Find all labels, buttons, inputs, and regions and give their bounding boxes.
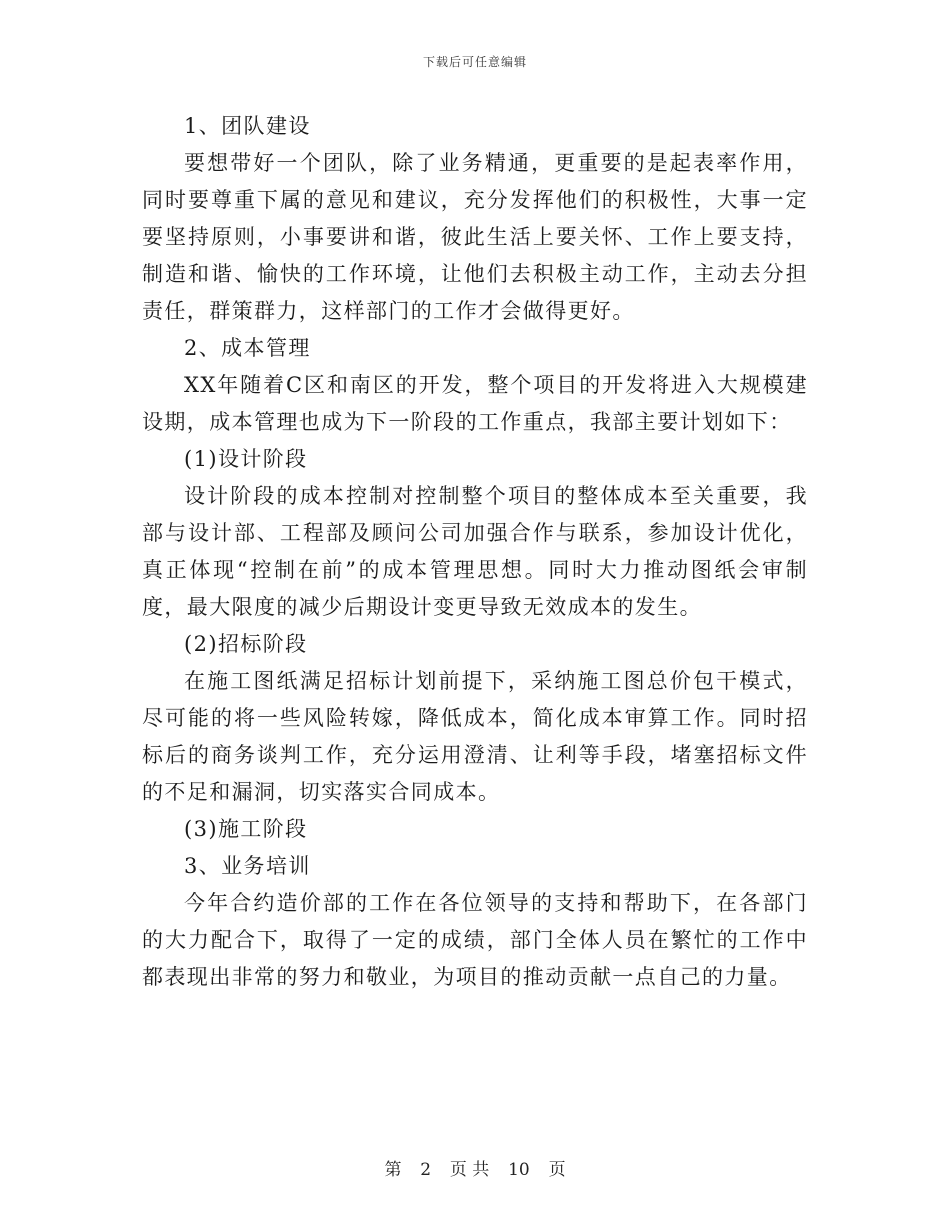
section-heading-business-training: 3、业务培训 — [184, 854, 311, 878]
footer-middle: 页 共 — [449, 1160, 490, 1180]
paragraph-cost-management-intro: XX年随着C区和南区的开发，整个项目的开发将进入大规模建设期，成本管理也成为下一阶段的工作重点，我部主要计划如下： — [142, 373, 808, 434]
header-note: 下载后可任意编辑 — [422, 55, 527, 69]
footer-total-pages: 10 — [508, 1160, 530, 1180]
subheading-design-stage: (1)设计阶段 — [184, 447, 308, 471]
page-footer — [0, 1155, 950, 1180]
subheading-construction-stage: (3)施工阶段 — [184, 817, 308, 841]
document-body — [142, 108, 808, 996]
paragraph-bidding-stage: 在施工图纸满足招标计划前提下，采纳施工图总价包干模式，尽可能的将一些风险转嫁，降低成本，简化成本审算工作。同时招标后的商务谈判工作，充分运用澄清、让利等手段，堵塞招标文件的不足和漏洞，切实落实合同成本。 — [142, 669, 808, 804]
section-heading-team-building: 1、团队建设 — [184, 114, 311, 138]
subheading-bidding-stage: (2)招标阶段 — [184, 632, 308, 656]
section-heading-cost-management: 2、成本管理 — [184, 336, 311, 360]
paragraph-design-stage: 设计阶段的成本控制对控制整个项目的整体成本至关重要，我部与设计部、工程部及顾问公司加强合作与联系，参加设计优化，真正体现“控制在前”的成本管理思想。同时大力推动图纸会审制度，最大限度的减少后期设计变更导致无效成本的发生。 — [142, 484, 808, 619]
footer-suffix: 页 — [548, 1160, 566, 1180]
footer-prefix: 第 — [384, 1160, 402, 1180]
paragraph-business-training: 今年合约造价部的工作在各位领导的支持和帮助下，在各部门的大力配合下，取得了一定的成绩，部门全体人员在繁忙的工作中都表现出非常的努力和敬业，为项目的推动贡献一点自己的力量。 — [142, 891, 808, 989]
footer-current-page: 2 — [420, 1160, 432, 1180]
paragraph-team-building: 要想带好一个团队，除了业务精通，更重要的是起表率作用，同时要尊重下属的意见和建议，充分发挥他们的积极性，大事一定要坚持原则，小事要讲和谐，彼此生活上要关怀、工作上要支持，制造和谐、愉快的工作环境，让他们去积极主动工作，主动去分担责任，群策群力，这样部门的工作才会做得更好。 — [142, 151, 808, 323]
